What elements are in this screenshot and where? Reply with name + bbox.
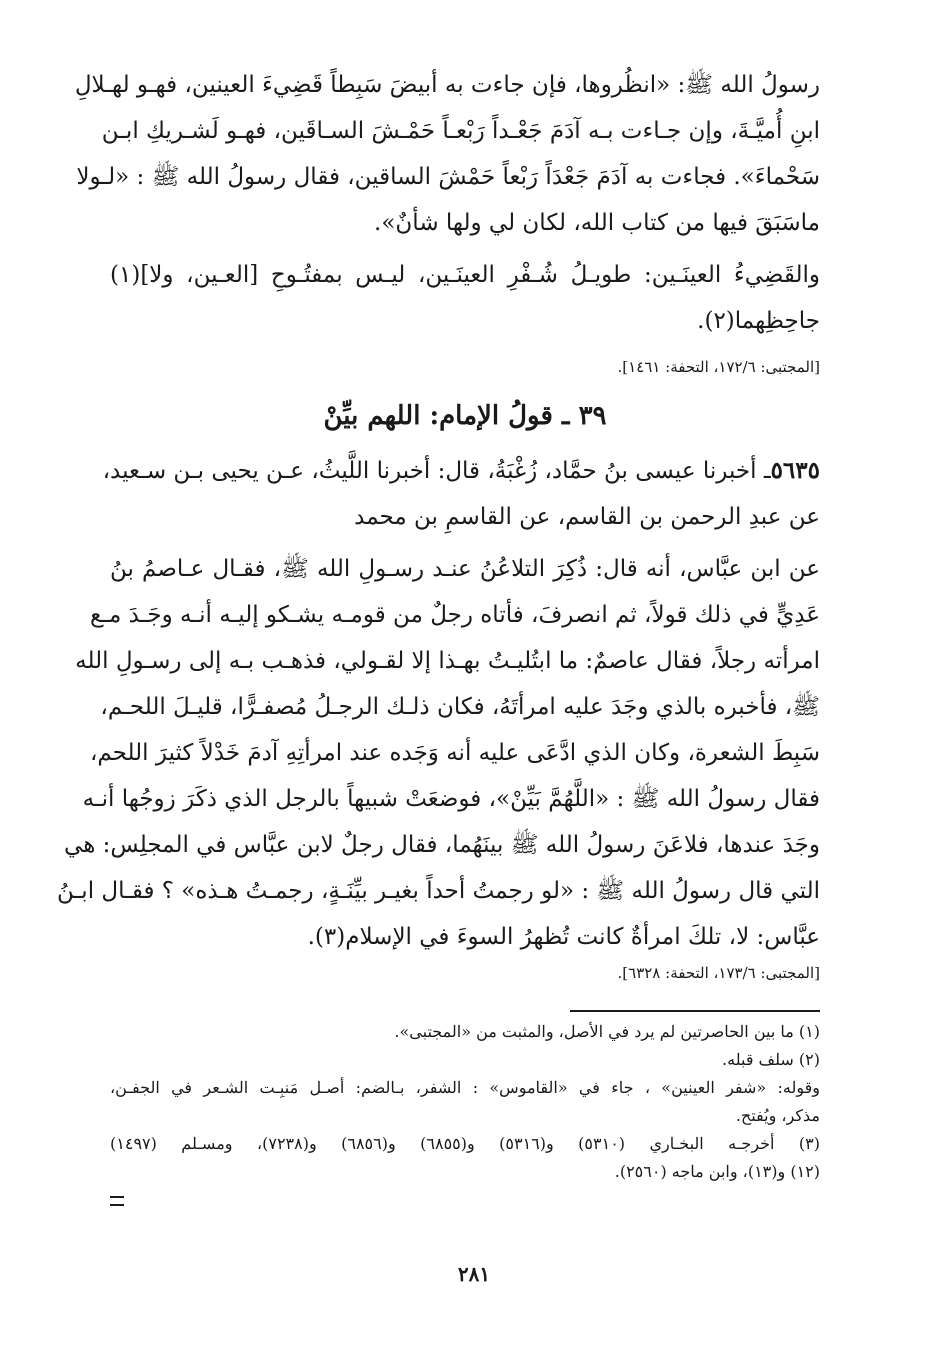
footnote: (٣) أخرجـه البخـاري (٥٣١٠) و(٥٣١٦) و(٦٨٥٥) و(٦٨٥٦) و(٧٢٣٨)، ومسـلم (١٤٩٧) — [110, 1134, 821, 1153]
footnote-divider — [570, 1010, 820, 1012]
matn-line: امرأته رجلاً، فقال عاصمٌ: ما ابتُليـتُ بهـذا إلا لقـولي، فذهـب بـه إلى رسـولِ الله — [75, 648, 820, 674]
text-line: ماسَبَقَ فيها من كتاب الله، لكان لي ولها شأنٌ». — [374, 210, 820, 236]
footnote: (٢) سلف قبله. — [722, 1050, 820, 1069]
matn-line: ﷺ، فأخبره بالذي وجَدَ عليه امرأتَهُ، فكان ذلـك الرجـلُ مُصفـرًّا، قليـلَ اللحـم، — [100, 694, 820, 720]
matn-line: عَدِيٍّ في ذلك قولاً، ثم انصرفَ، فأتاه رجلٌ من قومـه يشـكو إليـه أنـه وجَـدَ مـع — [89, 602, 820, 628]
text-line: ابنِ أُميَّـةَ، وإن جـاءت بـه آدَمَ جَعْـداً رَبْعـاً حَمْـشَ السـاقَين، فهـو لَشـريكِ ابـن — [101, 118, 820, 144]
matn-line: وجَدَ عندها، فلاعَنَ رسولُ الله ﷺ بينَهُما، فقال رجلٌ لابن عبَّاس في المجلِس: هي — [64, 832, 820, 858]
footnote: وقوله: «شفر العينين» ، جاء في «القاموس» : الشفر، بـالضم: أصـل مَنبِـت الشـعر في الجفـن، — [110, 1078, 821, 1097]
matn-line: عبَّاس: لا، تلكَ امرأةٌ كانت تُظهرُ السوءَ في الإسلام(٣). — [307, 924, 820, 950]
chapter-title: ٣٩ ـ قولُ الإمام: اللهم بيِّنْ — [323, 401, 607, 431]
footnote: (١٢) و(١٣)، وابن ماجه (٢٥٦٠). — [614, 1162, 820, 1181]
text-line: والقَضِيءُ العينَـين: طويـلُ شُـفْرِ العينَـين، ليـس بمفتُـوحِ [العـين، ولا](١) — [110, 262, 820, 288]
footnotes — [110, 1018, 820, 1206]
source-reference: [المجتبى: ١٧٢/٦، التحفة: ١٤٦١]. — [617, 358, 820, 376]
footnote: مذكر، ويُفتح. — [735, 1106, 820, 1125]
footnote: (١) ما بين الحاصرتين لم يرد في الأصل، والمثبت من «المجتبى». — [394, 1022, 820, 1041]
hadith-number: ٥٦٣٥ — [770, 457, 820, 484]
matn-line: التي قال رسولُ الله ﷺ : «لو رجمتُ أحداً بغيـر بيِّنَـةٍ، رجمـتُ هـذه» ؟ فقـال ابـنُ — [57, 878, 820, 904]
isnad-line — [102, 448, 820, 494]
matn-line: عن ابن عبَّاس، أنه قال: ذُكِرَ التلاعُنُ عنـد رسـولِ الله ﷺ، فقـال عـاصمُ بنُ — [110, 556, 820, 582]
top-block — [74, 62, 820, 380]
text-line: جاحِظِهما(٢). — [697, 308, 820, 334]
matn-line: سَبِطَ الشعرة، وكان الذي ادَّعَى عليه أنه وَجَده عند امرأتِهِ آدمَ خَدْلاً كثيرَ اللحم، — [89, 740, 820, 766]
end-mark — [110, 1196, 124, 1206]
matn-line: فقال رسولُ الله ﷺ : «اللَّهُمَّ بَيِّنْ»، فوضعَتْ شبيهاً بالرجل الذي ذكَرَ زوجُها أنـه — [82, 786, 820, 812]
page-number: ٢٨١ — [457, 1262, 491, 1286]
page-body — [57, 62, 821, 1206]
isnad-text: ـ أخبرنا عيسى بنُ حمَّاد، زُغْبَةُ، قال: أخبرنا اللَّيثُ، عـن يحيى بـن سـعيد، — [102, 458, 771, 484]
source-reference: [المجتبى: ١٧٣/٦، التحفة: ٦٣٢٨]. — [617, 964, 820, 982]
text-line: سَحْماءَ». فجاءت به آدَمَ جَعْدَاً رَبْعاً حَمْشَ الساقين، فقال رسولُ الله ﷺ : «لـولا — [76, 164, 820, 190]
hadith-block — [57, 448, 820, 986]
text-line: رسولُ الله ﷺ: «انظُروها، فإن جاءت به أبيضَ سَبِطاً قَضِيءَ العينين، فهـو لهـلالِ — [74, 72, 820, 98]
isnad-line: عن عبدِ الرحمن بن القاسم، عن القاسمِ بن محمد — [354, 504, 820, 530]
